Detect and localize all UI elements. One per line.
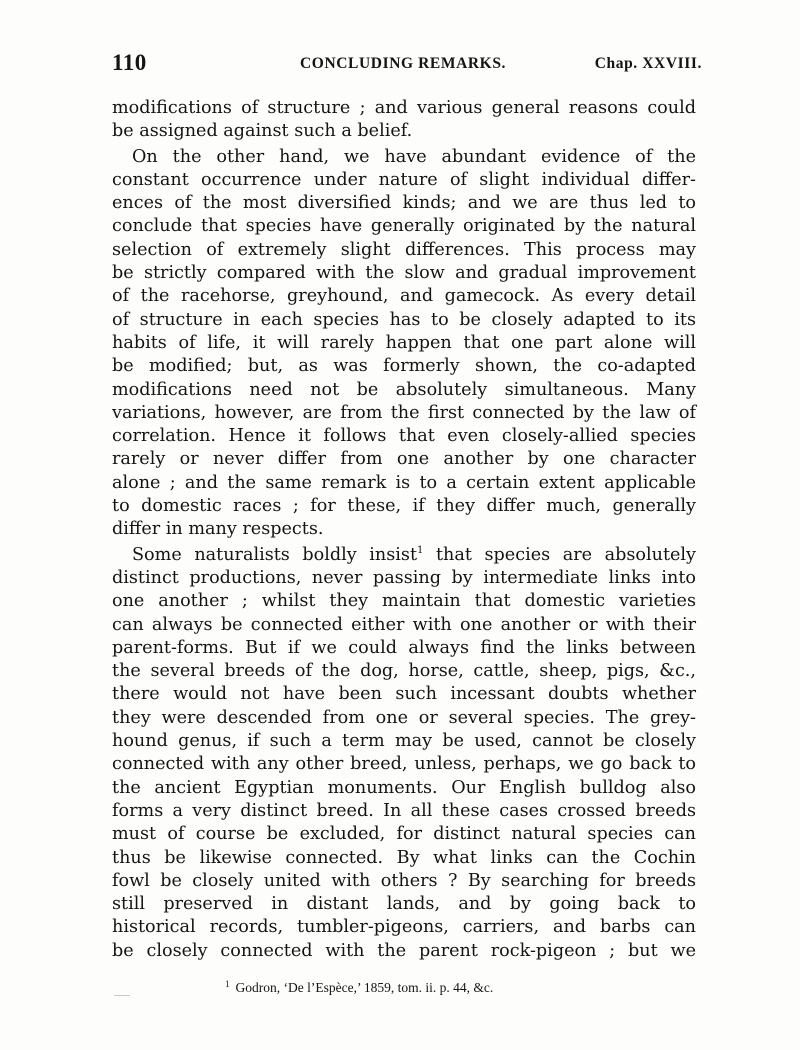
text-line: alone ; and the same remark is to a certain extent applicable bbox=[112, 472, 696, 493]
paragraph-continued bbox=[112, 97, 696, 144]
paragraph-abundant-evidence bbox=[112, 146, 696, 542]
text-line: can always be connected either with one another or with their bbox=[112, 614, 696, 635]
text-fragment: Some naturalists boldly insist bbox=[132, 544, 418, 565]
text-line: On the other hand, we have abundant evidence of the bbox=[132, 146, 696, 167]
running-title: CONCLUDING REMARKS. bbox=[300, 55, 507, 72]
text-line: be assigned against such a belief. bbox=[112, 121, 413, 142]
text-line: modifications need not be absolutely simultaneous. Many bbox=[112, 379, 696, 400]
paragraph-naturalists bbox=[112, 544, 696, 963]
text-line: still preserved in distant lands, and by going back to bbox=[112, 894, 696, 915]
text-line: selection of extremely slight differences. This process may bbox=[112, 239, 696, 260]
text-line: the ancient Egyptian monuments. Our English bulldog also bbox=[112, 777, 696, 798]
footnote-mark: 1 bbox=[225, 979, 230, 989]
text-line: forms a very distinct breed. In all these cases crossed breeds bbox=[112, 800, 696, 821]
text-line: habits of life, it will rarely happen that one part alone will bbox=[112, 332, 696, 353]
text-line: be modified; but, as was formerly shown, the co-adapted bbox=[112, 356, 696, 377]
text-line-with-footnote-ref bbox=[112, 544, 696, 567]
text-line: variations, however, are from the first connected by the law of bbox=[112, 402, 696, 423]
running-head bbox=[112, 50, 702, 82]
text-line: be strictly compared with the slow and gradual improvement bbox=[112, 263, 696, 284]
footnote bbox=[225, 975, 625, 997]
text-line: they were descended from one or several species. The grey- bbox=[112, 707, 696, 728]
text-line: of structure in each species has to be closely adapted to its bbox=[112, 309, 696, 330]
text-line: historical records, tumbler-pigeons, carriers, and barbs can bbox=[112, 917, 696, 938]
text-line: be closely connected with the parent rock-pigeon ; but we bbox=[112, 940, 696, 961]
text-line: fowl be closely united with others ? By searching for breeds bbox=[112, 870, 696, 891]
text-line: one another ; whilst they maintain that domestic varieties bbox=[112, 591, 696, 612]
text-line: ences of the most diversified kinds; and we are thus led to bbox=[112, 193, 696, 214]
text-line: there would not have been such incessant doubts whether bbox=[112, 684, 696, 705]
footnote-reference: 1 bbox=[417, 544, 424, 556]
text-line: connected with any other breed, unless, perhaps, we go back to bbox=[112, 754, 696, 775]
text-line: thus be likewise connected. By what links can the Cochin bbox=[112, 847, 696, 868]
text-line: of the racehorse, greyhound, and gamecock. As every detail bbox=[112, 286, 696, 307]
text-line: hound genus, if such a term may be used, cannot be closely bbox=[112, 731, 696, 752]
text-line: constant occurrence under nature of slight individual differ- bbox=[112, 169, 696, 190]
footnote-text: Godron, ‘De l’Espèce,’ 1859, tom. ii. p. 44, &c. bbox=[235, 980, 494, 995]
text-line: differ in many respects. bbox=[112, 519, 324, 540]
text-line: parent-forms. But if we could always find the links between bbox=[112, 637, 696, 658]
text-line: rarely or never differ from one another by one character bbox=[112, 449, 696, 470]
page-number: 110 bbox=[112, 50, 147, 75]
text-line: to domestic races ; for these, if they differ much, generally bbox=[112, 496, 696, 517]
margin-mark bbox=[114, 995, 130, 996]
text-fragment: that species are absolutely bbox=[423, 544, 696, 565]
text-line: distinct productions, never passing by intermediate links into bbox=[112, 567, 696, 588]
body-text bbox=[112, 97, 696, 963]
text-line: must of course be excluded, for distinct natural species can bbox=[112, 824, 696, 845]
chapter-reference: Chap. XXVIII. bbox=[594, 55, 702, 72]
text-line: conclude that species have generally originated by the natural bbox=[112, 216, 696, 237]
text-line: correlation. Hence it follows that even closely-allied species bbox=[112, 426, 696, 447]
text-line: modifications of structure ; and various general reasons could bbox=[112, 98, 696, 118]
text-line: the several breeds of the dog, horse, cattle, sheep, pigs, &c., bbox=[112, 661, 696, 682]
